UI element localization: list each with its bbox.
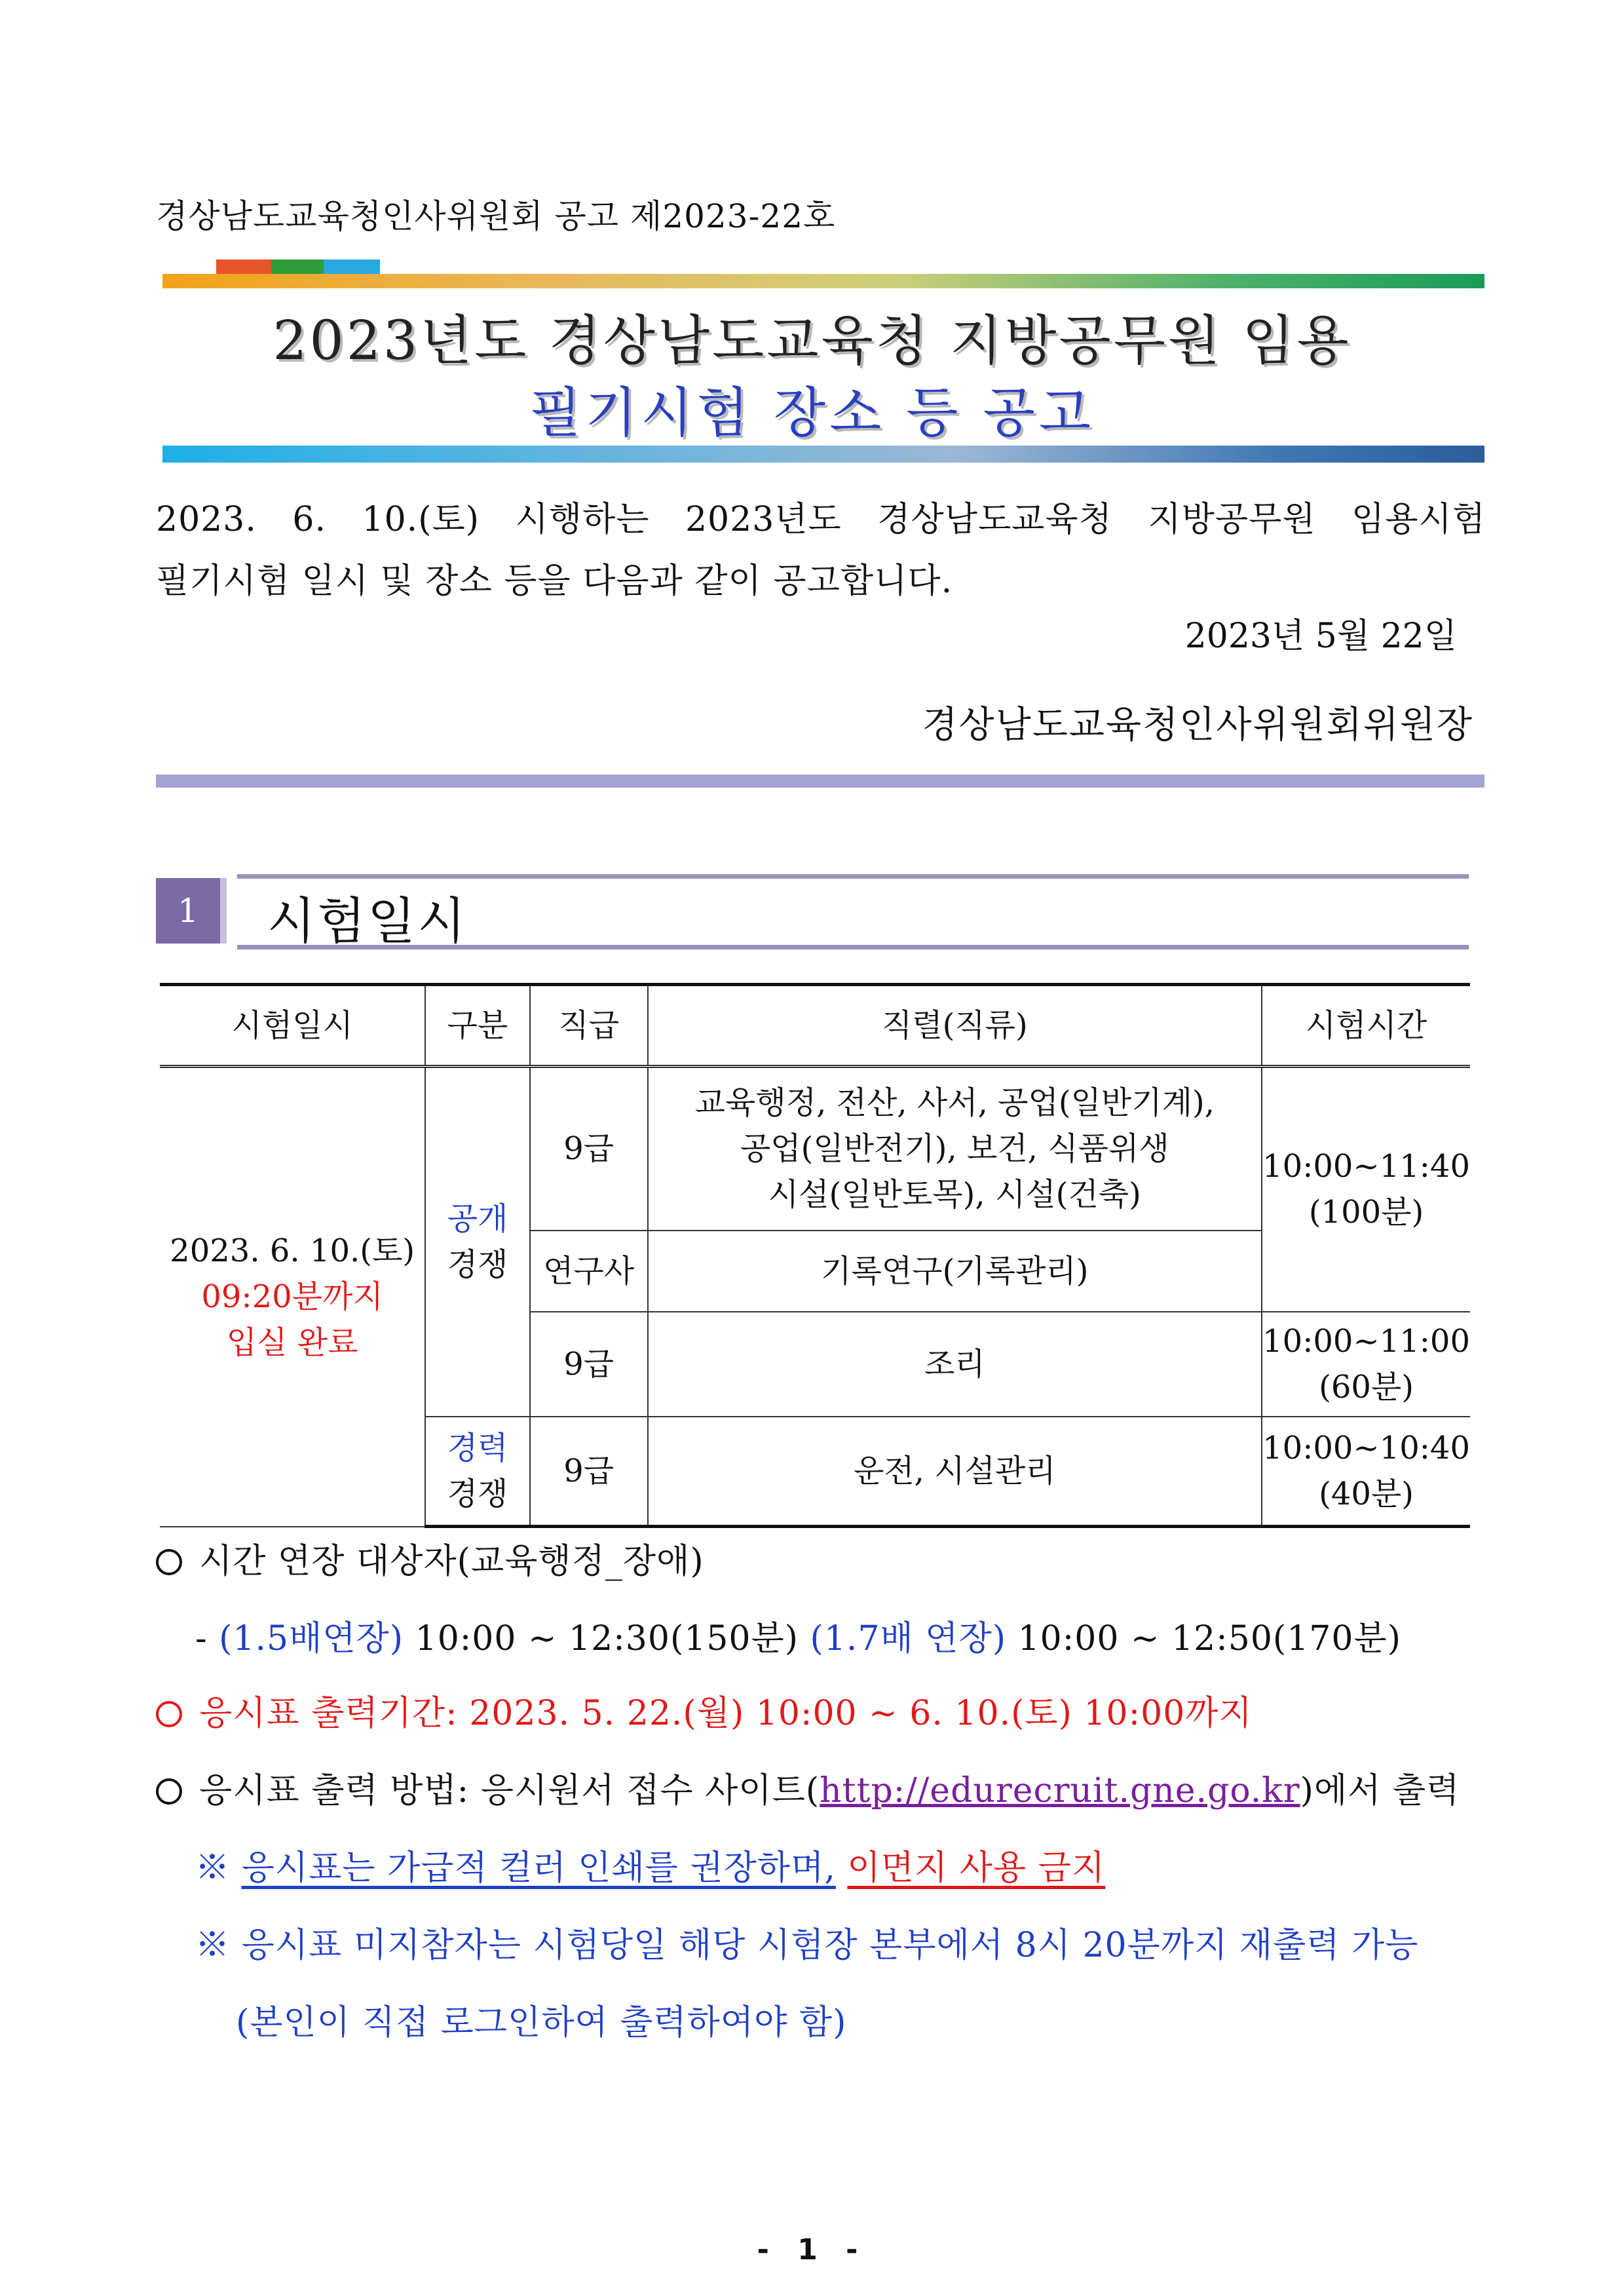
grade-cell: 연구사 [530,1231,648,1312]
section-divider [156,775,1484,788]
color-note: 응시표는 가급적 컬러 인쇄를 권장하며, [241,1848,836,1888]
intro-line2: 필기시험 일시 및 장소 등을 다음과 같이 공고합니다. [156,562,953,601]
title-bottom-bar [162,446,1484,463]
section-title: 시험일시 [267,892,468,950]
reprint-note-line [195,1917,1419,1966]
print-method-line [156,1763,1460,1812]
circle-bullet-icon [156,1778,182,1805]
header-exam-date: 시험일시 [160,985,425,1067]
exam-date-cell [160,1067,425,1527]
section-number-badge: 1 [156,878,227,944]
document-title-line2: 필기시험 장소 등 공고 [529,382,1095,444]
signatory: 경상남도교육청인사위원회위원장 [922,704,1473,746]
recruit-site-link[interactable]: http://edurecruit.gne.go.kr [820,1771,1300,1810]
series-line: 교육행정, 전산, 사서, 공업(일반기계), [694,1084,1215,1122]
header-gradient-bar [162,274,1484,288]
intro-line1: 2023. 6. 10.(토) 시행하는 2023년도 경상남도교육청 지방공무원 임용시험 [156,500,1486,539]
extension-detail-line [195,1611,1401,1660]
accent-segment-green [271,259,324,274]
section-rule-top [237,874,1469,879]
exam-schedule-table [160,983,1470,1528]
notice-number: 경상남도교육청인사위원회 공고 제2023-22호 [156,197,836,235]
time-cell [1262,1417,1470,1527]
header-grade: 직급 [530,985,648,1067]
reprint-sub-note: (본인이 직접 로그인하여 출력하여야 함) [236,2003,847,2042]
exam-time: 10:00~11:00 [1262,1322,1470,1360]
extension-title-line [156,1533,704,1582]
print-method-suffix: )에서 출력 [1300,1771,1460,1810]
series-line: 시설(일반토목), 시설(건축) [768,1176,1141,1214]
entry-complete: 입실 완료 [226,1324,358,1362]
category-open-cell [425,1067,530,1417]
reprint-note: 응시표 미지참자는 시험당일 해당 시험장 본부에서 8시 20분까지 재출력 가능 [241,1926,1419,1965]
entry-deadline: 09:20분까지 [201,1278,383,1316]
print-period: 응시표 출력기간: 2023. 5. 22.(월) 10:00 ~ 6. 10.(토) 10:00까지 [199,1694,1253,1733]
series-cell [648,1067,1262,1231]
grade-cell: 9급 [530,1312,648,1417]
reference-mark-icon: ※ [195,1848,231,1888]
header-series: 직렬(직류) [648,985,1262,1067]
document-title-line1: 2023년도 경상남도교육청 지방공무원 임용 [273,310,1351,372]
exam-duration: (40분) [1319,1475,1414,1512]
exam-time: 10:00~10:40 [1262,1429,1470,1466]
category-career-bottom: 경쟁 [447,1475,508,1512]
dash: - [195,1619,208,1658]
exam-duration: (100분) [1308,1194,1424,1231]
grade-cell: 9급 [530,1067,648,1231]
ext1-time: 10:00 ~ 12:30(150분) [415,1619,799,1658]
series-cell: 기록연구(기록관리) [648,1231,1262,1312]
color-note-line [195,1840,1105,1889]
time-cell [1262,1312,1470,1417]
accent-segment-blue [324,259,380,274]
circle-bullet-icon [156,1549,182,1575]
exam-time: 10:00~11:40 [1262,1148,1470,1185]
ext1-label: (1.5배연장) [219,1619,404,1658]
no-reuse-note: 이면지 사용 금지 [847,1848,1106,1888]
grade-cell: 9급 [530,1417,648,1527]
extension-title: 시간 연장 대상자(교육행정_장애) [199,1542,704,1581]
header-category: 구분 [425,985,530,1067]
table-header-row [160,985,1470,1067]
exam-duration: (60분) [1319,1368,1414,1406]
category-career-cell [425,1417,530,1527]
reference-mark-icon: ※ [195,1926,231,1965]
ext2-label: (1.7배 연장) [810,1619,1007,1658]
accent-segment-orange [216,259,271,274]
category-open-bottom: 경쟁 [447,1246,508,1284]
series-line: 공업(일반전기), 보건, 식품위생 [740,1130,1169,1168]
table-row [160,1067,1470,1231]
category-career-top: 경력 [447,1429,508,1466]
series-cell: 조리 [648,1312,1262,1417]
notice-date: 2023년 5월 22일 [1184,617,1457,656]
ext2-time: 10:00 ~ 12:50(170분) [1017,1619,1401,1658]
category-open-top: 공개 [447,1200,508,1238]
print-method-prefix: 응시표 출력 방법: 응시원서 접수 사이트( [199,1771,820,1810]
series-cell: 운전, 시설관리 [648,1417,1262,1527]
circle-bullet-icon [156,1701,182,1727]
exam-date: 2023. 6. 10.(토) [170,1233,415,1270]
header-exam-time: 시험시간 [1262,985,1470,1067]
print-period-line [156,1685,1253,1734]
time-cell [1262,1067,1470,1312]
page-number: - 1 - [757,2233,867,2267]
